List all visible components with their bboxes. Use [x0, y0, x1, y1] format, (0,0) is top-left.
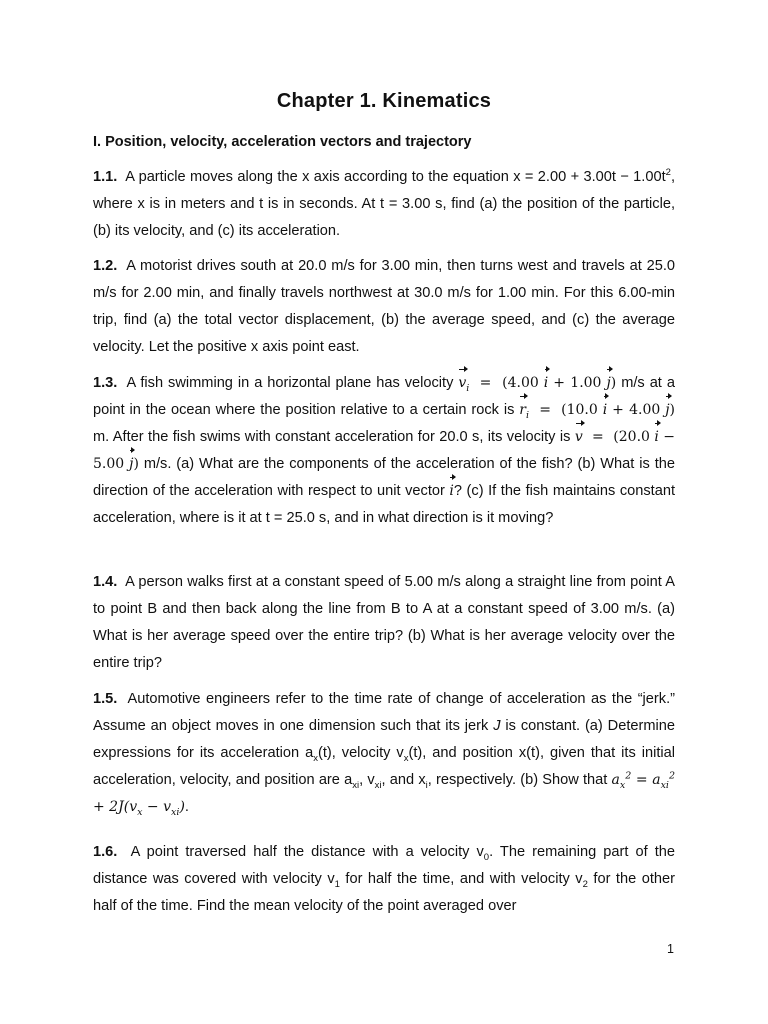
- jerk-equation: $a_x^2 = a_{xi}^2 + 2J(v_x - v_{xi})$: [93, 770, 676, 818]
- problem-1-1: 1.1. A particle moves along the x axis according to the equation $x = 2.00 + 3.00t - 1.00t^2$, where x is in meters and t is in seconds. At t = 3.00 s, find (a) the position of the particle, (b) its velocity, and (c) its acceleration.: [93, 167, 675, 239]
- problem-1-3: 1.3. A fish swimming in a horizontal plane has velocity $v_i = (4.00$ i + 1.00 j) m/s at a point in the ocean where the position relative to a certain rock is $r_i = (10.0$ i + 4.00 j) m. After the fish swims with constant acceleration for 20.0 s, its velocity is v = (20.0 i − 5.00 j) m/s. (a) What are the components of the acceleration of the fish? (b) What is the direction of the acceleration with respect to unit vector i? (c) If the fish maintains constant acceleration, where is it at t = 25.0 s, and in what direction is it moving?: [93, 370, 675, 532]
- problem-number: 1.6.: [93, 844, 118, 860]
- problem-1-4: 1.4. A person walks first at a constant speed of 5.00 m/s along a straight line from point A to point B and then back along the line from B to A at a constant speed of 3.00 m/s. (a) What is her average speed over the entire trip? (b) What is her average velocity over the entire trip?: [93, 574, 675, 671]
- position-initial-equation: $r_i$: [519, 402, 529, 418]
- problem-number: 1.3.: [93, 375, 118, 391]
- chapter-title: Chapter 1. Kinematics: [276, 90, 492, 112]
- page-number: 1: [667, 942, 674, 956]
- problem-number: 1.5.: [93, 691, 118, 707]
- velocity-initial-equation: $v_i$: [458, 375, 469, 391]
- section-heading: I. Position, velocity, acceleration vectors and trajectory: [93, 134, 472, 150]
- problem-number: 1.4.: [93, 574, 118, 590]
- velocity-final-equation: v: [575, 424, 583, 451]
- problem-1-6: 1.6. A point traversed half the distance with a velocity $v_0$. The remaining part of the distance was covered with velocity $v_1$ for half the time, and with velocity $v_2$ for the other half of the time. Find the mean velocity of the point averaged over: [93, 844, 675, 914]
- problem-1-5: 1.5. Automotive engineers refer to the time rate of change of acceleration as the “jerk.” Assume an object moves in one dimension such that its jerk J is constant. (a) Determine expressions for its acceleration $a_x(t)$, velocity $v_x(t)$, and position x(t), given that its initial acceleration, velocity, and position are $a_{xi}$, $v_{xi}$, and $x_i$, respectively. (b) Show that $a_x^2 = a_{xi}^2 + 2J(v_x - v_{xi})$.: [93, 691, 676, 818]
- problem-1-2: 1.2. A motorist drives south at 20.0 m/s for 3.00 min, then turns west and travels at 25.0 m/s for 2.00 min, and finally travels northwest at 30.0 m/s for 1.00 min. For this 6.00-min trip, find (a) the total vector displacement, (b) the average speed, and (c) the average velocity. Let the positive x axis point east.: [93, 258, 675, 355]
- problem-number: 1.1.: [93, 169, 118, 185]
- problem-number: 1.2.: [93, 258, 118, 274]
